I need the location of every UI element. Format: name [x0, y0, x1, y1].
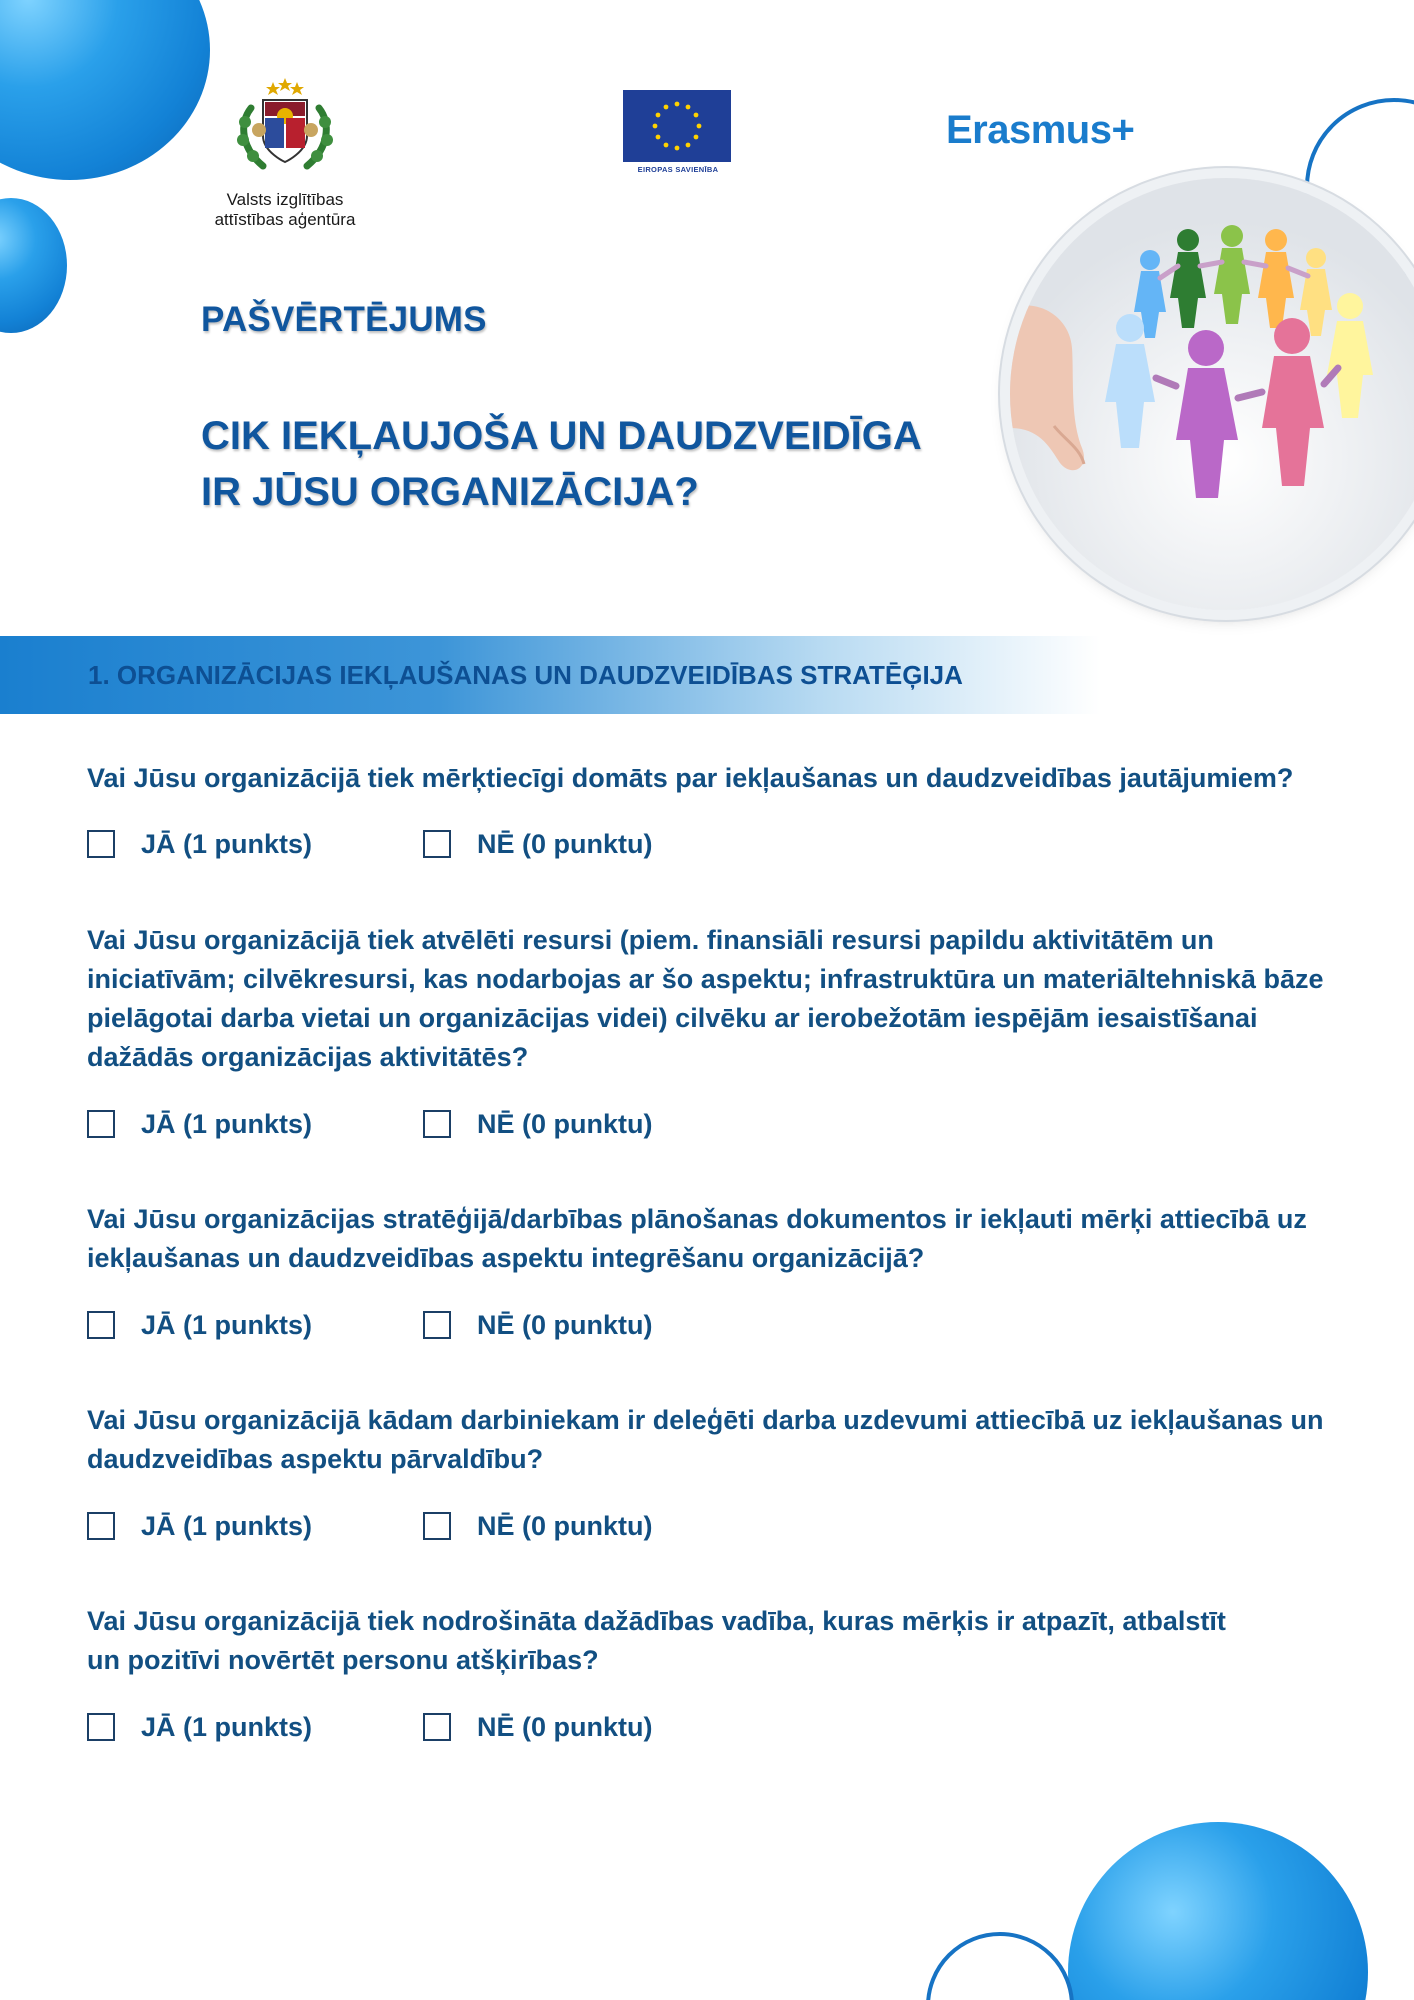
page-kicker: PAŠVĒRTĒJUMS: [201, 300, 487, 339]
question-text-line: Vai Jūsu organizācijā tiek mērķtiecīgi domāts par iekļaušanas un daudzveidības jautājumiem?: [87, 763, 1294, 793]
question-1: [87, 759, 1347, 798]
answer-options-4: [87, 1509, 887, 1543]
paper-people-circle-photo: [1010, 178, 1414, 610]
checkbox-yes-5[interactable]: [87, 1713, 115, 1741]
question-text-line: pielāgotai darba vietai un organizācijas videi) cilvēku ar ierobežotām iespējām iesaistīšanai: [87, 1003, 1258, 1033]
checkbox-no-3[interactable]: [423, 1311, 451, 1339]
question-text-line: Vai Jūsu organizācijā tiek nodrošināta dažādības vadība, kuras mērķis ir atpazīt, atbalstīt: [87, 1606, 1226, 1636]
question-2: [87, 921, 1347, 1077]
page-title-line1: CIK IEKĻAUJOŠA UN DAUDZVEIDĪGA: [201, 414, 922, 458]
checkbox-yes-1[interactable]: [87, 830, 115, 858]
answer-yes-label: JĀ (1 punkts): [141, 1711, 313, 1742]
question-5: [87, 1602, 1347, 1680]
checkbox-no-5[interactable]: [423, 1713, 451, 1741]
answer-yes-label: JĀ (1 punkts): [141, 1309, 313, 1340]
answer-yes-label: JĀ (1 punkts): [141, 1108, 313, 1139]
answer-options-2: [87, 1107, 887, 1141]
agency-caption-line1: Valsts izglītības: [226, 190, 344, 209]
page-title: [201, 408, 922, 520]
question-text-line: un pozitīvi novērtēt personu atšķirības?: [87, 1645, 599, 1675]
eu-caption: EIROPAS SAVIENĪBA: [637, 165, 719, 174]
decorative-sphere-top-left: [0, 0, 210, 180]
answer-yes-5[interactable]: [87, 1710, 312, 1744]
question-text-line: daudzveidības aspektu pārvaldību?: [87, 1444, 544, 1474]
decorative-ring-bottom: [926, 1932, 1074, 2000]
answer-options-3: [87, 1308, 887, 1342]
answer-yes-1[interactable]: [87, 827, 312, 861]
section-header-band: [0, 636, 1100, 714]
answer-yes-label: JĀ (1 punkts): [141, 1510, 313, 1541]
question-4: [87, 1401, 1347, 1479]
erasmus-logo: Erasmus+: [946, 108, 1135, 152]
section-title: 1. ORGANIZĀCIJAS IEKĻAUŠANAS UN DAUDZVEIDĪBAS STRATĒĢIJA: [88, 660, 963, 690]
answer-no-label: NĒ (0 punktu): [477, 1108, 653, 1139]
eu-flag-icon: [623, 90, 731, 162]
agency-caption-line2: attīstības aģentūra: [214, 210, 356, 229]
answer-yes-4[interactable]: [87, 1509, 312, 1543]
answer-yes-label: JĀ (1 punkts): [141, 828, 313, 859]
question-text-line: Vai Jūsu organizācijā tiek atvēlēti resursi (piem. finansiāli resursi papildu aktivitātēm un: [87, 925, 1214, 955]
answer-options-1: [87, 827, 887, 861]
checkbox-yes-2[interactable]: [87, 1110, 115, 1138]
checkbox-yes-4[interactable]: [87, 1512, 115, 1540]
question-text-line: iekļaušanas un daudzveidības aspektu integrēšanu organizācijā?: [87, 1243, 925, 1273]
page-title-line2: IR JŪSU ORGANIZĀCIJA?: [201, 470, 699, 514]
answer-no-label: NĒ (0 punktu): [477, 828, 653, 859]
answer-no-5[interactable]: [423, 1710, 653, 1744]
decorative-sphere-bottom-right: [1068, 1822, 1368, 2000]
answer-no-label: NĒ (0 punktu): [477, 1510, 653, 1541]
question-3: [87, 1200, 1347, 1278]
latvia-coat-of-arms-icon: [233, 78, 337, 174]
question-text-line: Vai Jūsu organizācijas stratēģijā/darbības plānošanas dokumentos ir iekļauti mērķi attiecībā uz: [87, 1204, 1307, 1234]
decorative-sphere-left: [0, 198, 67, 333]
checkbox-no-4[interactable]: [423, 1512, 451, 1540]
question-text-line: Vai Jūsu organizācijā kādam darbiniekam ir deleģēti darba uzdevumi attiecībā uz iekļaušanas un: [87, 1405, 1324, 1435]
answer-no-4[interactable]: [423, 1509, 653, 1543]
eu-logo: [623, 90, 733, 174]
answer-no-3[interactable]: [423, 1308, 653, 1342]
answer-options-5: [87, 1710, 887, 1744]
answer-no-label: NĒ (0 punktu): [477, 1309, 653, 1340]
checkbox-no-1[interactable]: [423, 830, 451, 858]
answer-no-label: NĒ (0 punktu): [477, 1711, 653, 1742]
agency-logo: [205, 78, 365, 230]
answer-no-2[interactable]: [423, 1107, 653, 1141]
answer-yes-2[interactable]: [87, 1107, 312, 1141]
answer-yes-3[interactable]: [87, 1308, 312, 1342]
checkbox-yes-3[interactable]: [87, 1311, 115, 1339]
question-text-line: dažādās organizācijas aktivitātēs?: [87, 1042, 529, 1072]
checkbox-no-2[interactable]: [423, 1110, 451, 1138]
question-text-line: iniciatīvām; cilvēkresursi, kas nodarbojas ar šo aspektu; infrastruktūra un materiāltehniskā bāze: [87, 964, 1324, 994]
answer-no-1[interactable]: [423, 827, 653, 861]
